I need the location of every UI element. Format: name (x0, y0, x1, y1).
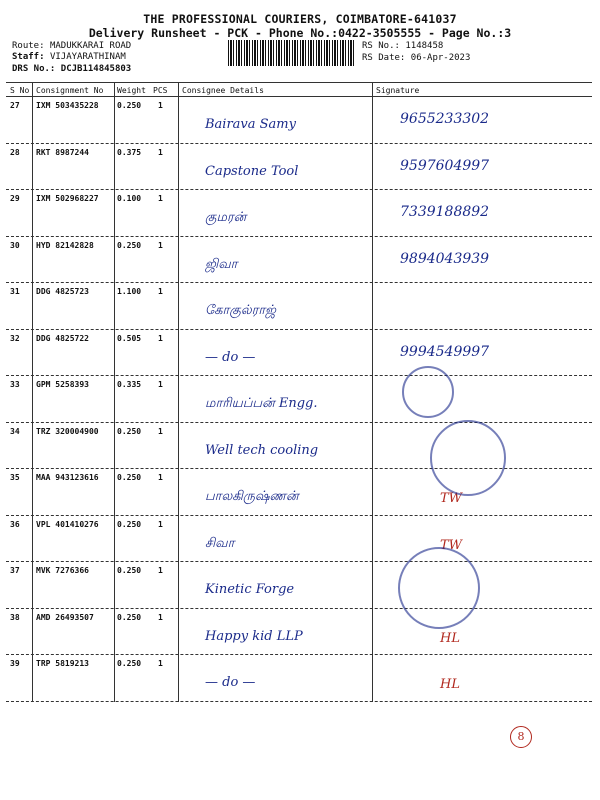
rs-date-line (362, 52, 470, 64)
serial-number: 33 (10, 380, 20, 389)
barcode (228, 40, 354, 66)
table-row (0, 144, 600, 194)
signature-text: 9655233302 (400, 111, 490, 127)
consignee-name: கோகுல்ராஜ் (205, 303, 276, 318)
serial-number: 37 (10, 566, 20, 575)
table-row (0, 469, 600, 519)
signature-text: HL (440, 677, 460, 692)
col-header-sno: S No (10, 86, 30, 95)
consignee-name: ஜிவா (205, 256, 238, 272)
staff-label: Staff: (12, 52, 45, 62)
consignee-name: குமரன் (205, 210, 247, 225)
signature-text: 9597604997 (400, 157, 490, 174)
signature-text: 7339188892 (400, 204, 490, 220)
table-row (0, 423, 600, 473)
weight-value: 0.375 (117, 147, 142, 157)
consignment-number: TRZ 320004900 (36, 426, 99, 436)
drs-line (12, 63, 131, 75)
consignee-name: Well tech cooling (205, 442, 319, 458)
serial-number: 34 (10, 426, 20, 436)
weight-value: 0.250 (117, 566, 142, 575)
company-stamp (398, 547, 480, 629)
staff-line (12, 51, 126, 63)
rs-date-value: 06-Apr-2023 (410, 53, 471, 63)
col-header-consignee: Consignee Details (182, 86, 264, 95)
serial-number: 38 (10, 612, 20, 622)
staff-value: VIJAYARATHINAM (49, 52, 126, 62)
company-stamp (430, 420, 506, 496)
col-header-weight: Weight (117, 86, 146, 95)
route-label: Route: (12, 41, 45, 51)
table-row (0, 562, 600, 612)
pieces-count: 1 (158, 333, 163, 343)
page-title: THE PROFESSIONAL COURIERS, COIMBATORE-641037 (143, 12, 457, 26)
pieces-count: 1 (158, 473, 163, 482)
pieces-count: 1 (158, 566, 163, 575)
table-row (0, 376, 600, 426)
consignee-name: பாலகிருஷ்ணன் (205, 489, 299, 504)
signature-text: HL (440, 630, 460, 646)
route-value: MADUKKARAI ROAD (49, 41, 132, 51)
rs-no-label: RS No.: (362, 41, 400, 51)
pieces-count: 1 (158, 519, 163, 529)
consignee-name: மாரியப்பன் Engg. (205, 396, 318, 411)
consignment-number: MVK 7276366 (36, 566, 89, 575)
weight-value: 0.505 (117, 333, 142, 343)
pieces-count: 1 (158, 426, 163, 436)
consignment-number: MAA 943123616 (36, 473, 99, 482)
table-row (0, 190, 600, 240)
consignment-number: TRP 5819213 (36, 659, 89, 668)
rs-date-label: RS Date: (362, 53, 406, 63)
table-row (0, 655, 600, 705)
serial-number: 30 (10, 240, 20, 250)
consignment-number: DDG 4825722 (36, 333, 89, 343)
weight-value: 0.250 (117, 659, 142, 668)
serial-number: 27 (10, 101, 20, 110)
table-row (0, 516, 600, 566)
consignment-number: GPM 5258393 (36, 380, 89, 389)
table-row (0, 330, 600, 380)
pieces-count: 1 (158, 147, 163, 157)
weight-value: 0.250 (117, 473, 142, 482)
page-mark: 8 (510, 726, 532, 748)
consignee-name: — do — (205, 349, 256, 365)
pieces-count: 1 (158, 287, 163, 296)
serial-number: 32 (10, 333, 20, 343)
drs-value: DCJB114845803 (60, 64, 132, 74)
serial-number: 36 (10, 519, 20, 529)
col-header-consignment: Consignment No (36, 86, 104, 95)
page-subtitle: Delivery Runsheet - PCK - Phone No.:0422-3505555 - Page No.:3 (88, 26, 512, 40)
table-row (0, 97, 600, 147)
rs-no-value: 1148458 (405, 41, 444, 51)
weight-value: 1.100 (117, 287, 142, 296)
consignment-number: AMD 26493507 (36, 612, 94, 622)
weight-value: 0.250 (117, 519, 142, 529)
drs-label: DRS No.: (12, 64, 56, 74)
weight-value: 0.250 (117, 101, 142, 110)
consignee-name: சிவா (205, 535, 235, 551)
row-divider (6, 701, 592, 702)
consignee-name: — do — (205, 675, 256, 690)
pieces-count: 1 (158, 612, 163, 622)
consignment-number: RKT 8987244 (36, 147, 89, 157)
consignee-name: Happy kid LLP (205, 628, 303, 644)
consignment-number: IXM 502968227 (36, 194, 99, 203)
col-header-pcs: PCS (153, 86, 168, 95)
consignee-name: Bairava Samy (205, 117, 296, 132)
pieces-count: 1 (158, 194, 163, 203)
pieces-count: 1 (158, 101, 163, 110)
pieces-count: 1 (158, 380, 163, 389)
weight-value: 0.250 (117, 612, 142, 622)
signature-text: 9994549997 (400, 343, 490, 360)
serial-number: 35 (10, 473, 20, 482)
pieces-count: 1 (158, 659, 163, 668)
signature-text: TW (440, 537, 463, 553)
table-row (0, 609, 600, 659)
serial-number: 31 (10, 287, 20, 296)
consignee-name: Kinetic Forge (205, 582, 295, 597)
consignment-number: IXM 503435228 (36, 101, 99, 110)
signature-text: 9894043939 (400, 250, 490, 267)
rs-no-line (362, 40, 443, 52)
serial-number: 29 (10, 194, 20, 203)
table-row (0, 283, 600, 333)
table-top-rule (6, 82, 592, 83)
serial-number: 28 (10, 147, 20, 157)
consignment-number: DDG 4825723 (36, 287, 89, 296)
company-stamp (402, 366, 454, 418)
pieces-count: 1 (158, 240, 163, 250)
weight-value: 0.250 (117, 240, 142, 250)
weight-value: 0.100 (117, 194, 142, 203)
table-row (0, 237, 600, 287)
weight-value: 0.250 (117, 426, 142, 436)
serial-number: 39 (10, 659, 20, 668)
consignment-number: HYD 82142828 (36, 240, 94, 250)
signature-text: TW (440, 491, 463, 506)
col-header-signature: Signature (376, 86, 420, 95)
consignee-name: Capstone Tool (205, 163, 299, 179)
weight-value: 0.335 (117, 380, 142, 389)
consignment-number: VPL 401410276 (36, 519, 99, 529)
